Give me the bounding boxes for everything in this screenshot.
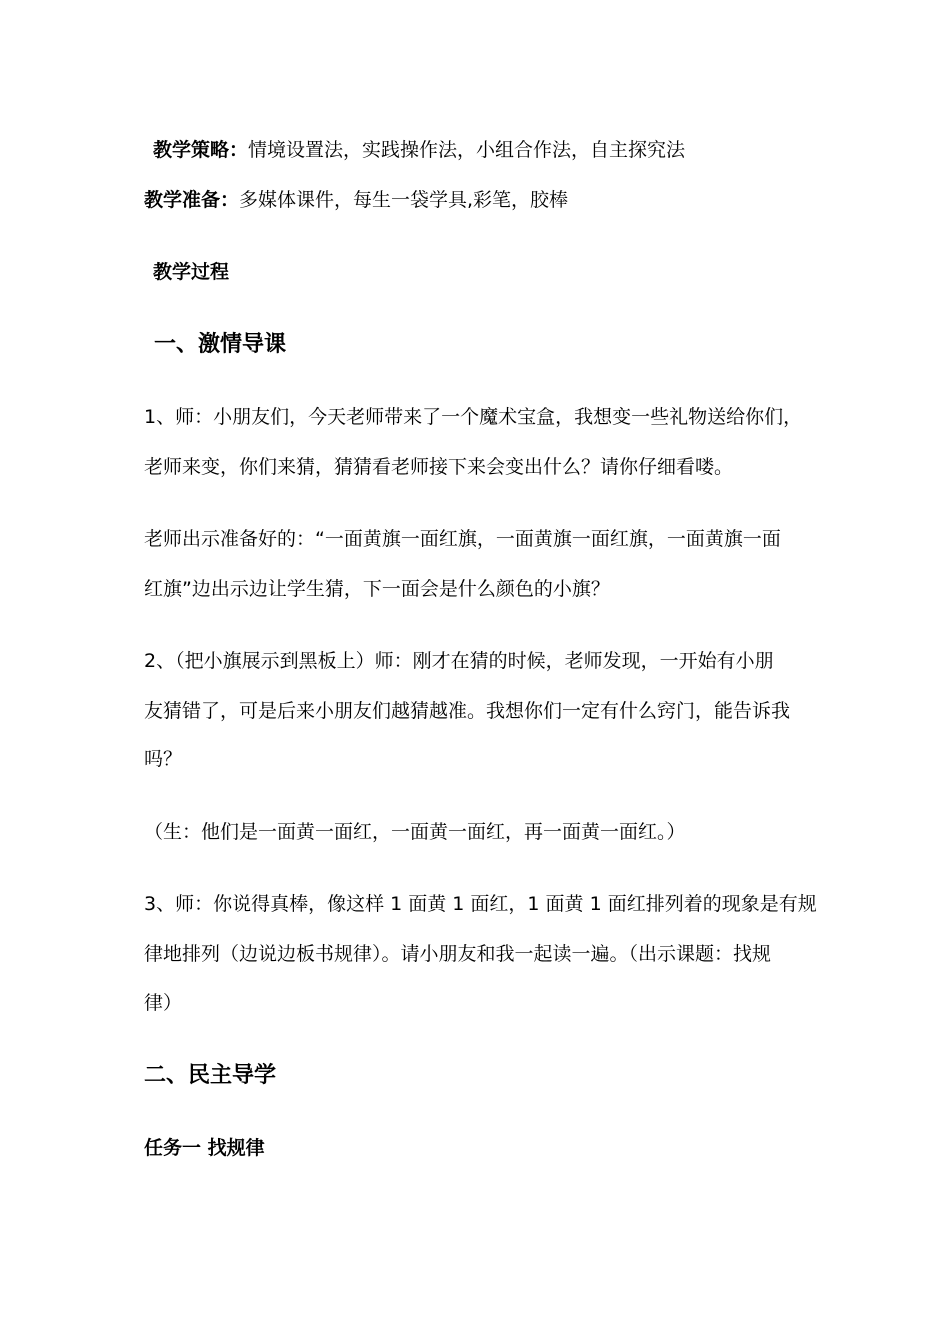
- task-1-heading: 任务一 找规律: [144, 1137, 265, 1159]
- paragraph-2-line-2: 红旗”边出示边让学生猜，下一面会是什么颜色的小旗？: [144, 578, 610, 600]
- section-2-heading: 二、民主导学: [144, 1063, 277, 1088]
- section-1-heading: 一、激情导课: [154, 332, 287, 357]
- paragraph-5-line-2: 律地排列（边说边板书规律）。请小朋友和我一起读一遍。（出示课题：找规: [144, 943, 772, 965]
- teaching-strategy-label: 教学策略：: [153, 139, 249, 161]
- paragraph-2-line-1: 老师出示准备好的：“一面黄旗一面红旗，一面黄旗一面红旗，一面黄旗一面: [144, 528, 781, 550]
- paragraph-3-line-2: 友猜错了，可是后来小朋友们越猜越准。我想你们一定有什么窍门，能告诉我: [144, 700, 791, 722]
- teaching-strategy-text: 情境设置法，实践操作法，小组合作法，自主探究法: [248, 139, 686, 161]
- teaching-process-heading: 教学过程: [153, 261, 230, 283]
- paragraph-1-line-1: 1、师：小朋友们，今天老师带来了一个魔术宝盒，我想变一些礼物送给你们，: [144, 406, 803, 428]
- paragraph-3-line-1: 2、（把小旗展示到黑板上）师：刚才在猜的时候，老师发现，一开始有小朋: [144, 650, 774, 672]
- teaching-preparation-text: 多媒体课件，每生一袋学具,彩笔，胶棒: [239, 189, 569, 211]
- paragraph-3-line-3: 吗？: [144, 748, 183, 770]
- teaching-preparation-line: [144, 188, 568, 212]
- teaching-strategy-line: [153, 138, 685, 162]
- teaching-preparation-label: 教学准备：: [144, 189, 240, 211]
- paragraph-4: （生：他们是一面黄一面红，一面黄一面红，再一面黄一面红。）: [144, 821, 686, 843]
- paragraph-5-line-1: 3、师：你说得真棒，像这样 1 面黄 1 面红，1 面黄 1 面红排列着的现象是有规: [144, 893, 817, 915]
- paragraph-1-line-2: 老师来变，你们来猜，猜猜看老师接下来会变出什么？请你仔细看喽。: [144, 456, 734, 478]
- paragraph-5-line-3: 律）: [144, 992, 183, 1014]
